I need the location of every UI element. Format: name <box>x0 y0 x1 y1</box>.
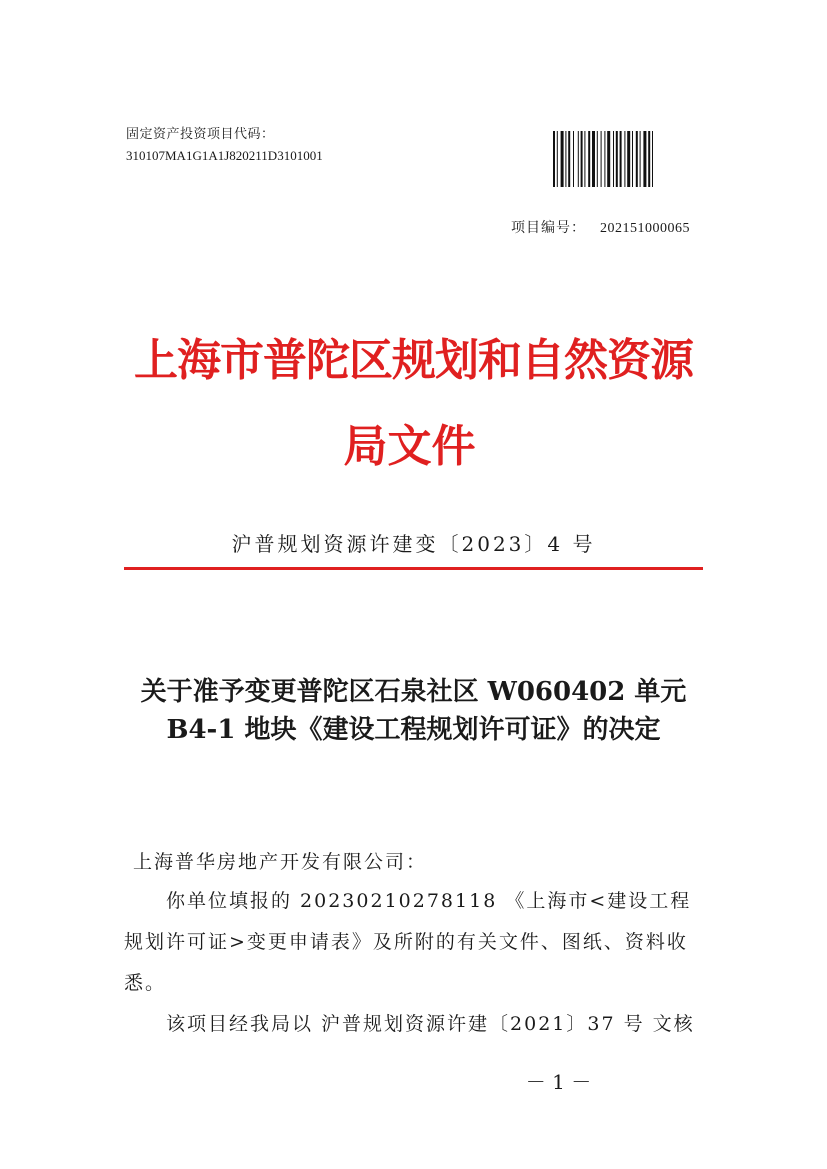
barcode-image <box>553 131 691 187</box>
document-title: 关于准予变更普陀区石泉社区 W060402 单元 B4-1 地块《建设工程规划许可证》的决定 <box>140 677 687 745</box>
project-number <box>511 217 690 237</box>
issuing-authority-line2: 局文件 <box>343 421 476 472</box>
page-number: － 1 － <box>525 1070 592 1094</box>
issuing-authority-line1: 上海市普陀区规划和自然资源 <box>134 335 693 386</box>
red-divider <box>124 567 703 570</box>
body-paragraph-1: 你单位填报的 20230210278118 《上海市<建设工程规划许可证>变更申请表》及所附的有关文件、图纸、资料收悉。 <box>124 890 692 994</box>
project-number-label: 项目编号： <box>511 220 586 236</box>
body-paragraph-2: 该项目经我局以 沪普规划资源许建〔2021〕37 号 文核 <box>166 1013 695 1035</box>
investment-code-value: 310107MA1G1A1J820211D3101001 <box>126 148 323 163</box>
investment-code-label: 固定资产投资项目代码： <box>126 127 275 142</box>
project-number-value: 202151000065 <box>600 221 690 236</box>
addressee: 上海普华房地产开发有限公司： <box>133 851 428 873</box>
document-number: 沪普规划资源许建变〔2023〕4 号 <box>231 532 596 556</box>
